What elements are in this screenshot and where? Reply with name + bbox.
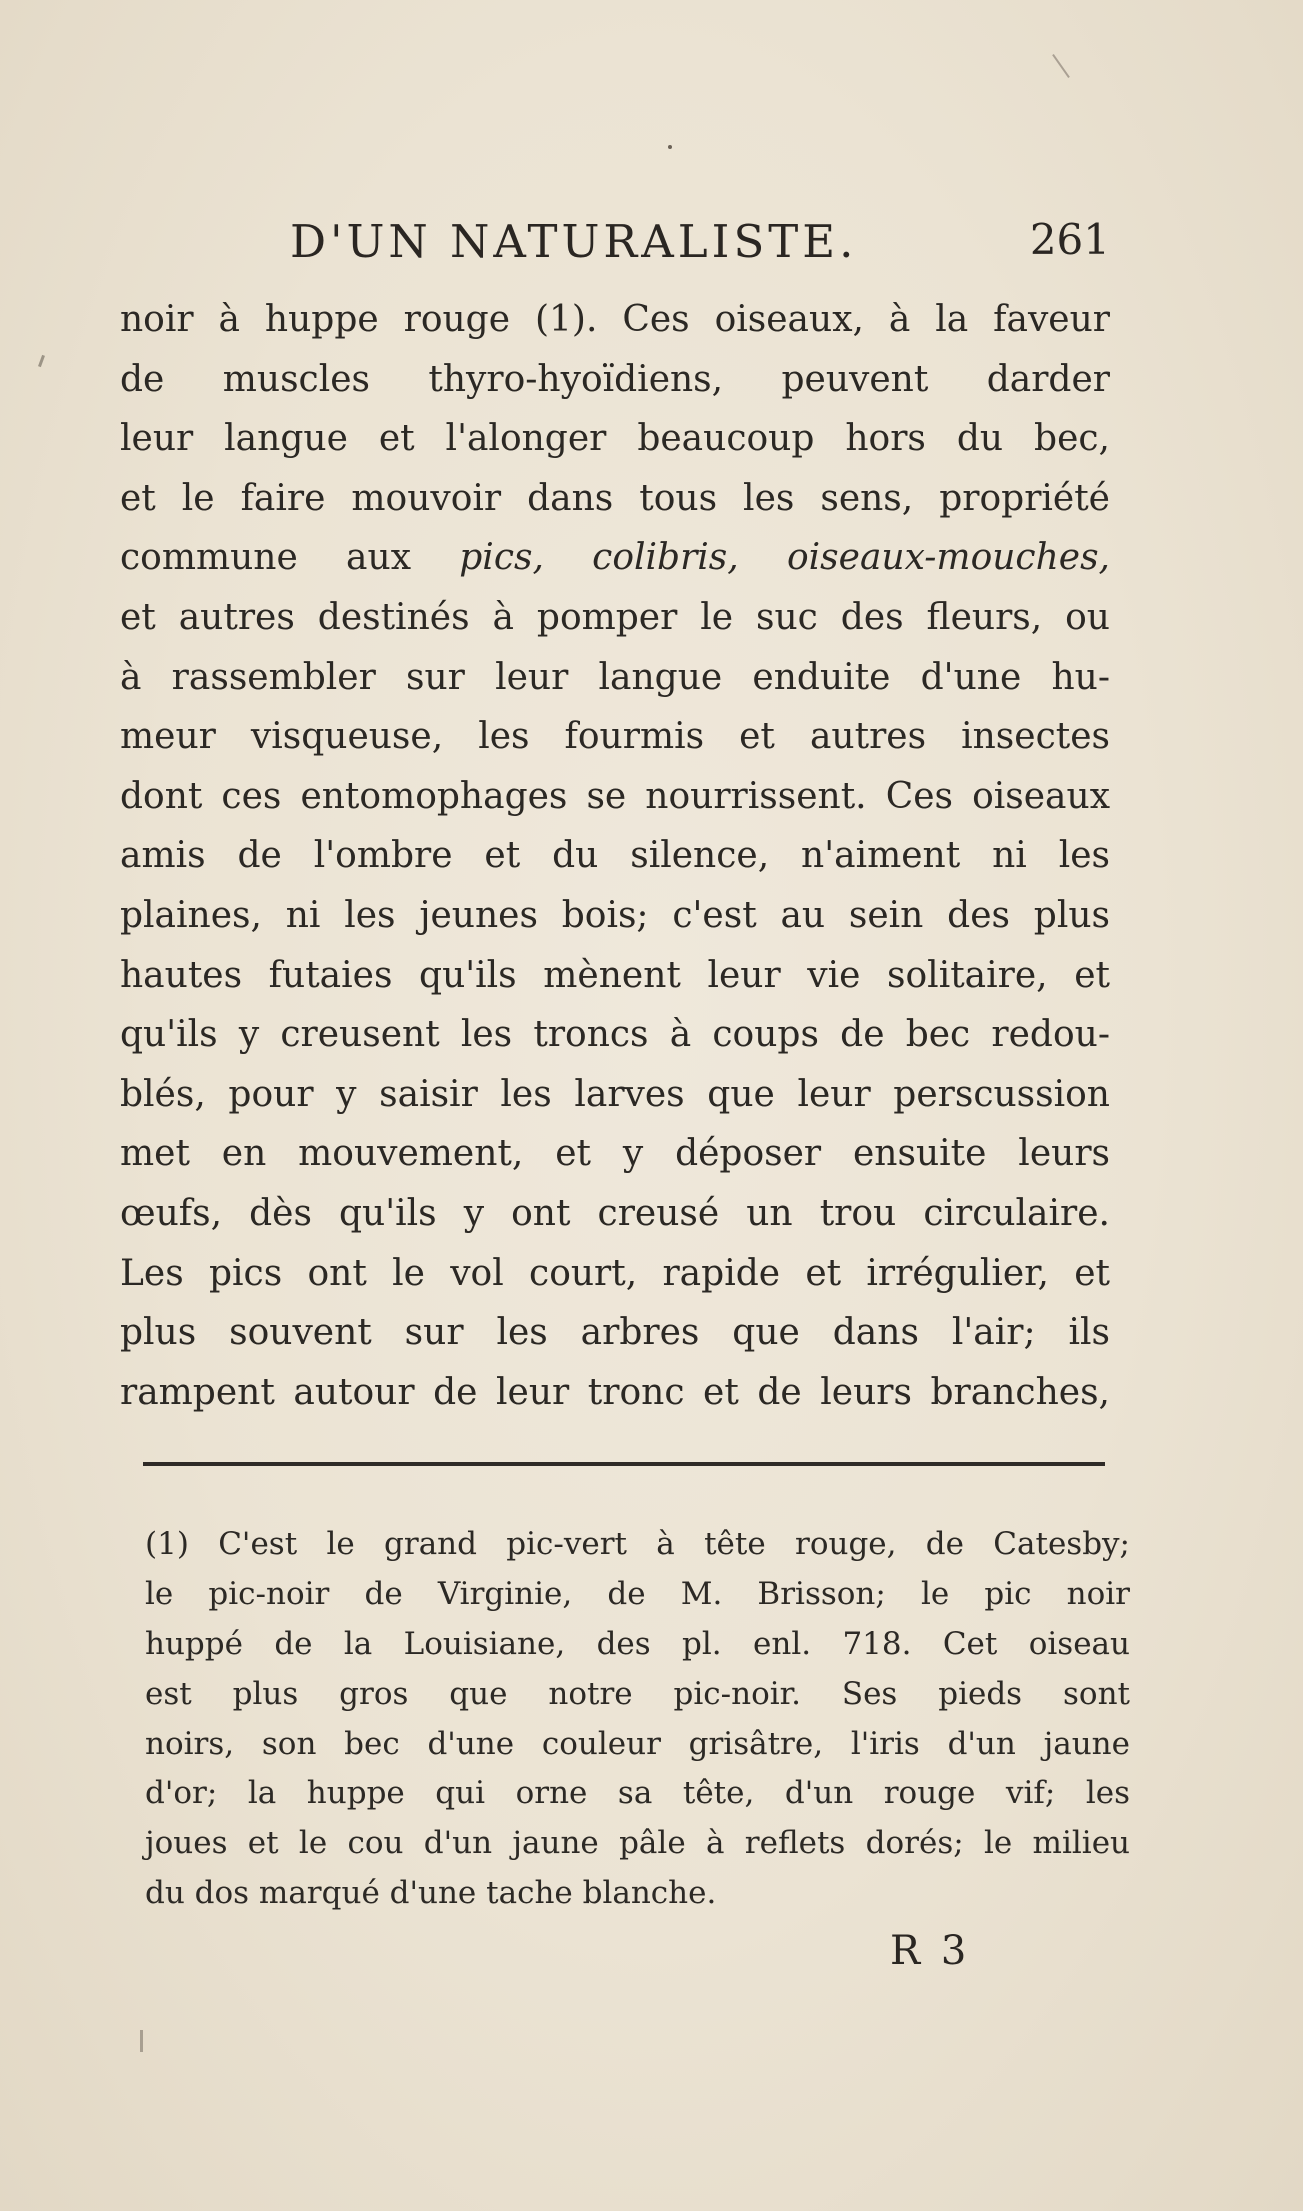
text-line: meur visqueuse, les fourmis et autres insectes	[120, 716, 1110, 758]
footnote-line: (1) C'est le grand pic-vert à tête rouge, de Catesby;	[145, 1526, 1130, 1562]
text-line: commune aux pics, colibris, oiseaux-mouches,	[120, 537, 1110, 579]
text-line: œufs, dès qu'ils y ont creusé un trou circulaire.	[120, 1192, 1110, 1234]
running-header	[290, 215, 1110, 275]
text-line: amis de l'ombre et du silence, n'aiment ni les	[120, 835, 1110, 877]
paper-mark	[38, 355, 45, 367]
text-line: noir à huppe rouge (1). Ces oiseaux, à la faveur	[120, 299, 1110, 340]
footnote-line: d'or; la huppe qui orne sa tête, d'un rouge vif; les	[145, 1775, 1130, 1812]
text-line: Les pics ont le vol court, rapide et irrégulier, et	[120, 1252, 1110, 1294]
text-line: qu'ils y creusent les troncs à coups de bec redou-	[120, 1014, 1110, 1056]
paper-mark	[1052, 54, 1070, 78]
text-line: plaines, ni les jeunes bois; c'est au sein des plus	[120, 894, 1110, 936]
footnote-line: huppé de la Louisiane, des pl. enl. 718. Cet oiseau	[145, 1625, 1130, 1662]
footnote-separator-rule	[143, 1462, 1105, 1466]
text-line: et autres destinés à pomper le suc des fleurs, ou	[120, 596, 1110, 638]
text-line: et le faire mouvoir dans tous les sens, propriété	[120, 477, 1110, 519]
text-line: plus souvent sur les arbres que dans l'air; ils	[120, 1312, 1110, 1354]
text-line: rampent autour de leur tronc et de leurs branches,	[120, 1371, 1110, 1413]
italic-text: pics, colibris, oiseaux-mouches,	[459, 537, 1110, 579]
footnote	[145, 1520, 1130, 1919]
footnote-line: le pic-noir de Virginie, de M. Brisson; le pic noir	[145, 1575, 1130, 1612]
text-line: leur langue et l'alonger beaucoup hors du bec,	[120, 418, 1110, 460]
footnote-line: est plus gros que notre pic-noir. Ses pieds sont	[145, 1675, 1130, 1712]
running-title: D'UN NATURALISTE.	[290, 215, 858, 268]
text-line: hautes futaies qu'ils mènent leur vie solitaire, et	[120, 954, 1110, 996]
text-line: à rassembler sur leur langue enduite d'une hu-	[120, 656, 1110, 698]
footnote-line: du dos marqué d'une tache blanche.	[145, 1875, 717, 1912]
text-line: dont ces entomophages se nourrissent. Ces oiseaux	[120, 775, 1110, 817]
page-number: 261	[1029, 215, 1110, 264]
text-line: met en mouvement, et y déposer ensuite leurs	[120, 1133, 1110, 1175]
paper-mark	[140, 2030, 143, 2052]
footnote-line: joues et le cou d'un jaune pâle à reflets dorés; le milieu	[145, 1825, 1130, 1862]
footnote-line: noirs, son bec d'une couleur grisâtre, l'iris d'un jaune	[145, 1725, 1130, 1762]
text-line: blés, pour y saisir les larves que leur perscussion	[120, 1073, 1110, 1115]
main-text	[120, 290, 1110, 1422]
paper-mark	[668, 145, 672, 149]
text-line: de muscles thyro-hyoïdiens, peuvent darder	[120, 358, 1110, 400]
signature-mark: R 3	[890, 1928, 971, 1974]
